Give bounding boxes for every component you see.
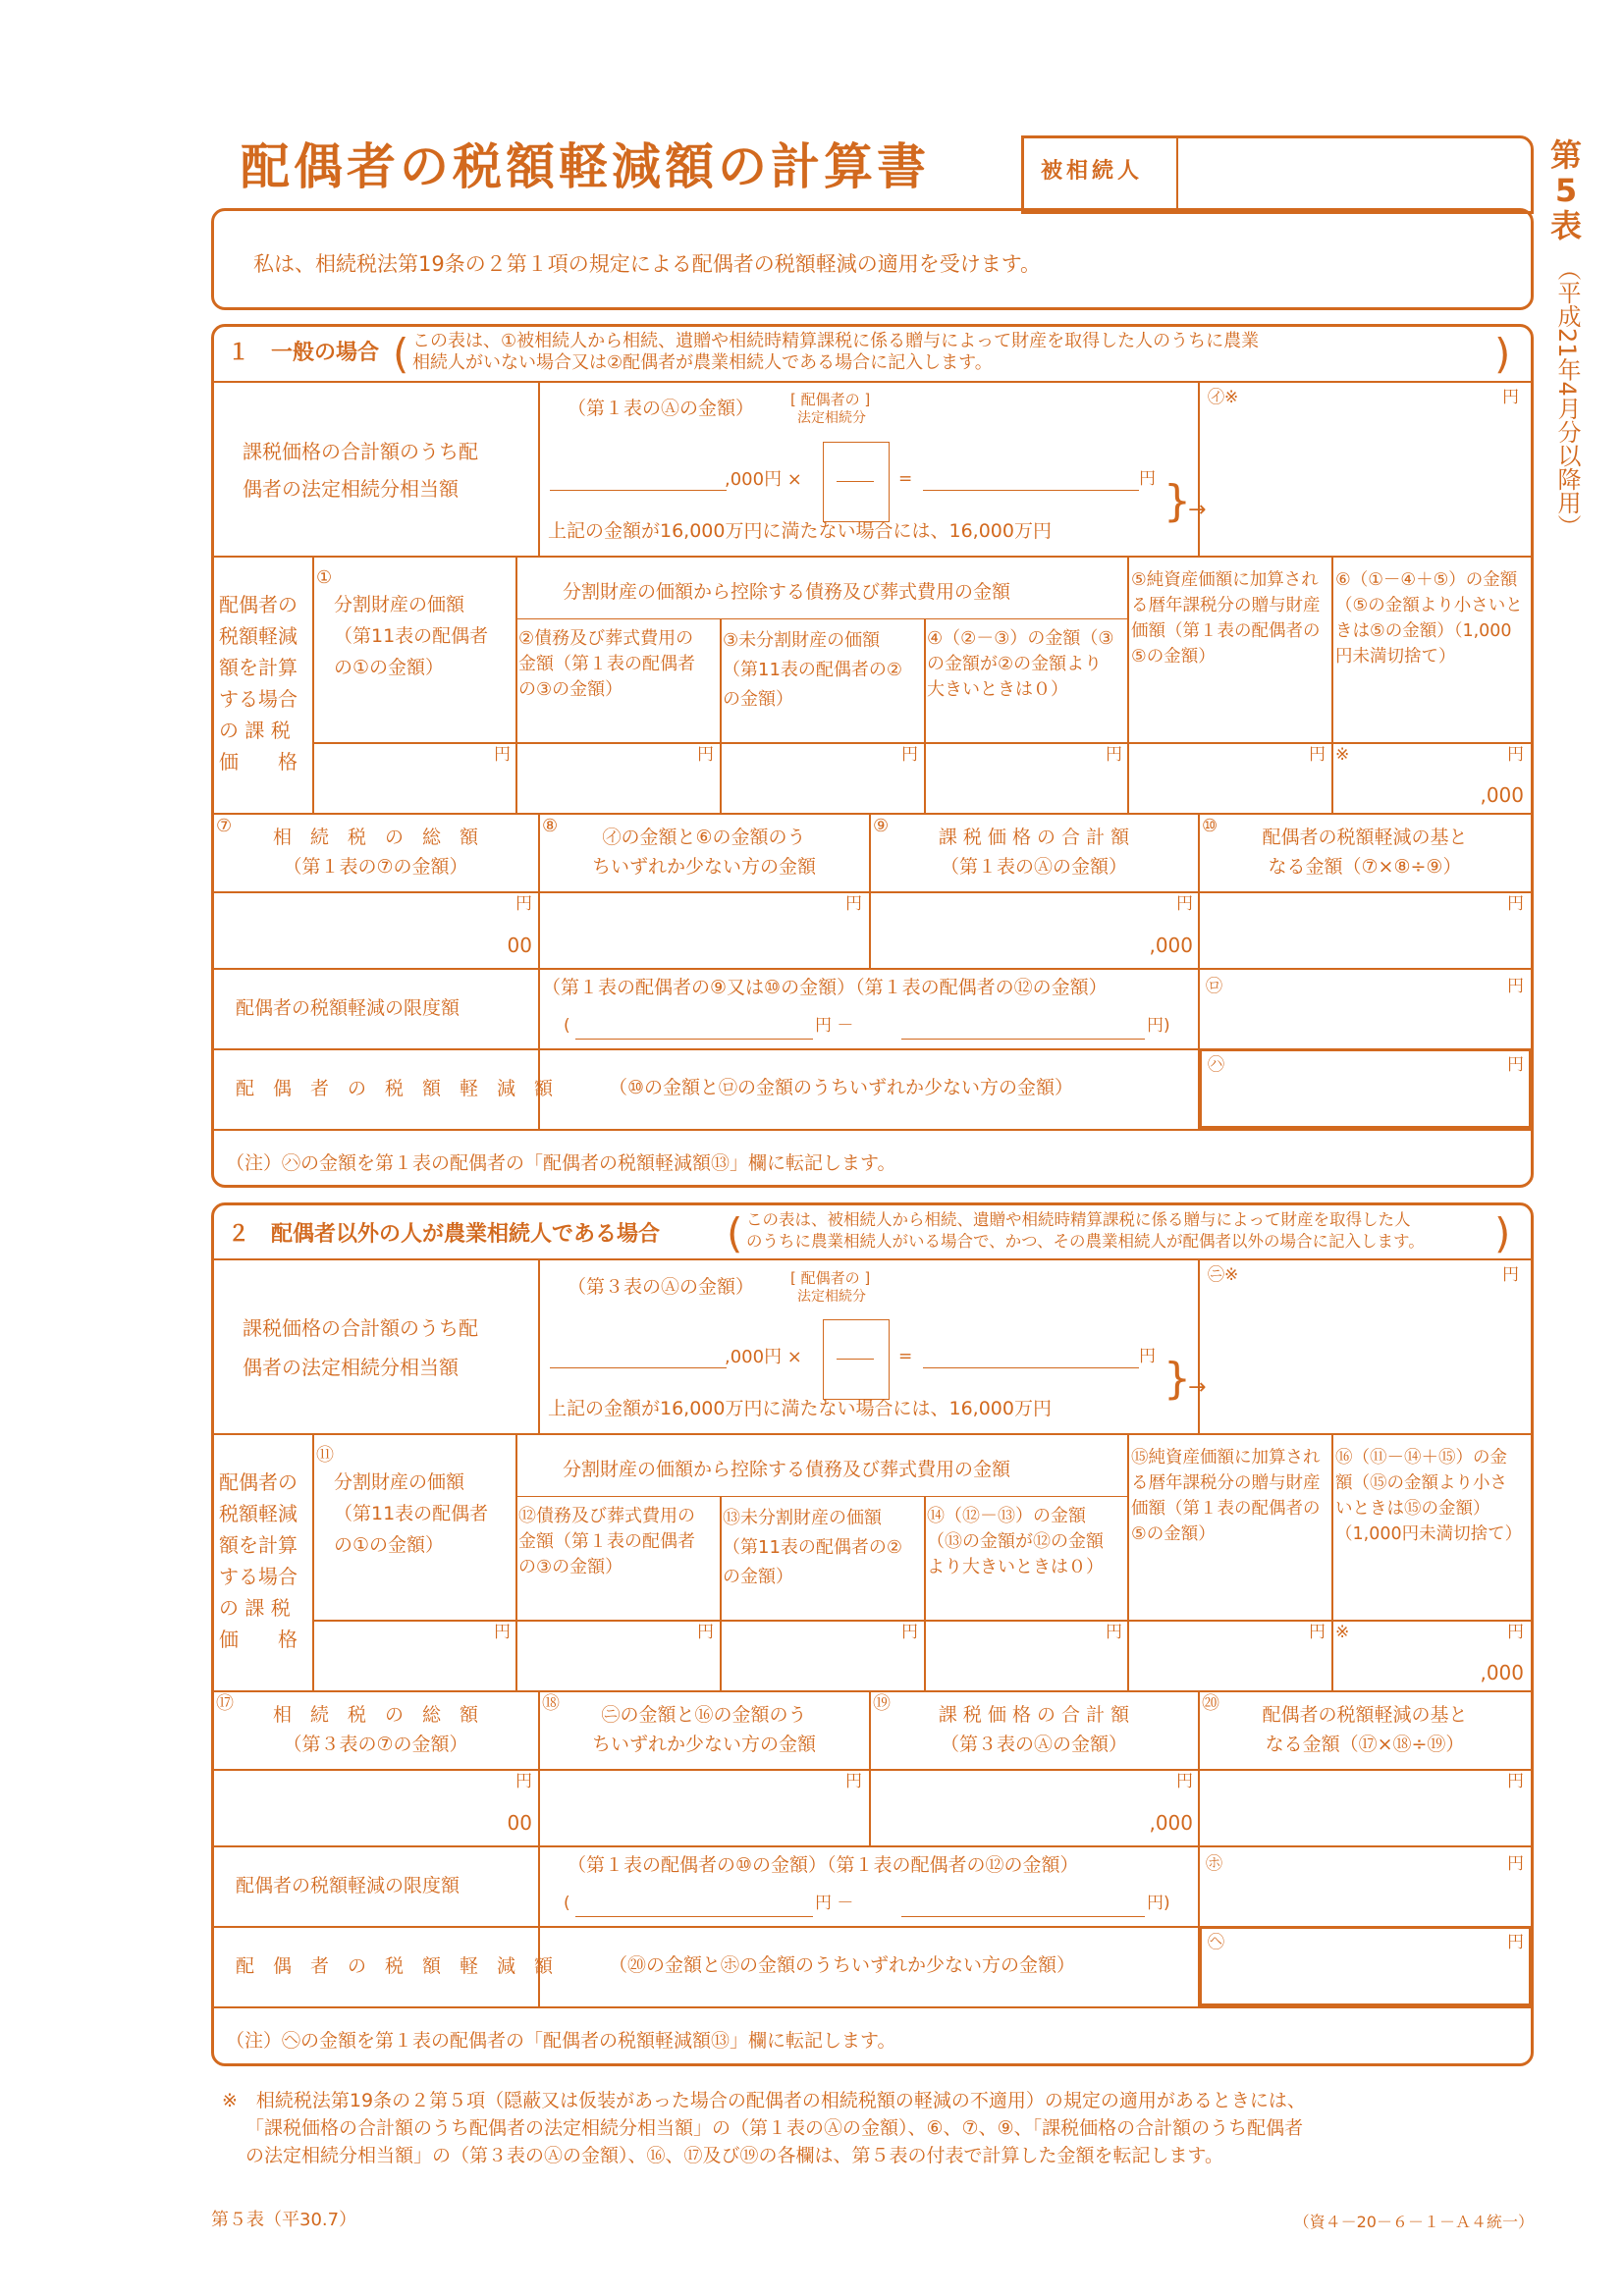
amount-2-yen: 円: [697, 745, 714, 765]
amount-6-mark: ※: [1335, 745, 1350, 765]
amount2-1-field[interactable]: [314, 1649, 514, 1688]
amount-1-field[interactable]: [314, 772, 514, 811]
limit-label: 配偶者の税額軽減の限度額: [236, 997, 460, 1019]
amount2-2-field[interactable]: [517, 1649, 718, 1688]
amount2-4-yen: 円: [1106, 1623, 1122, 1642]
statutory-sub: 法定相続分: [797, 410, 866, 426]
statutory2-label: [ 配偶者の ]: [790, 1269, 871, 1287]
tax2-17-field[interactable]: [216, 1796, 491, 1842]
share-amount-field[interactable]: [550, 490, 727, 491]
calc2-col-1: ⑪ 分割財産の価額（第11表の配偶者の①の金額）: [316, 1445, 489, 1556]
limit-formula: （第１表の配偶者の⑨又は⑩の金額）（第１表の配偶者の⑫の金額）: [542, 977, 1108, 998]
amount-1-yen: 円: [494, 745, 511, 765]
tax-10-field[interactable]: [1202, 919, 1524, 964]
tax2-18-yen: 円: [845, 1772, 862, 1791]
section1-bracket-open: (: [393, 330, 409, 378]
result-mark-ni: ㋥※: [1208, 1265, 1239, 1285]
calc-header-span: 分割財産の価額から控除する債務及び葬式費用の金額: [563, 581, 1011, 603]
calc-left-label: 配偶者の 税額軽減 額を計算 する場合 の 課 税 価 格: [219, 593, 298, 774]
calc-col-1: ① 分割財産の価額（第11表の配偶者の①の金額）: [316, 567, 489, 678]
page-title: 配偶者の税額軽減額の計算書: [241, 138, 930, 195]
spouse-share-amount-field[interactable]: [1204, 414, 1528, 550]
calc-col-4: ④（②－③）の金額（③の金額が②の金額より大きいときは０）: [927, 628, 1114, 700]
tax2-col-20: ⑳ 配偶者の税額軽減の基と なる金額（⑰×⑱÷⑲）: [1202, 1693, 1468, 1755]
form-period-note: （平成21年4月分以降用）: [1553, 257, 1581, 538]
tax2-17-yen: 円: [515, 1772, 532, 1791]
share-result-field[interactable]: [923, 490, 1139, 491]
result-mark-i-yen: 円: [1502, 388, 1519, 407]
tax-9-zeros: ,000: [1149, 934, 1193, 957]
tax-10-yen: 円: [1507, 894, 1524, 914]
limit2-mark: ㋭: [1206, 1854, 1222, 1874]
tax2-20-field[interactable]: [1202, 1796, 1524, 1842]
limit2-result-field[interactable]: [1202, 1879, 1524, 1922]
amount2-3-field[interactable]: [722, 1649, 922, 1688]
share-amount-unit: ,000円 ×: [725, 469, 802, 490]
limit2-formula: （第１表の配偶者の⑩の金額）（第１表の配偶者の⑫の金額）: [568, 1854, 1079, 1876]
result-mark-i: ㋑※: [1208, 388, 1239, 407]
limit-yen: 円: [1507, 977, 1524, 996]
section1-desc-1: この表は、①被相続人から相続、遺贈や相続時精算課税に係る贈与によって財産を取得した人のうちに農業: [412, 331, 1260, 351]
calc2-col-2: ⑫債務及び葬式費用の金額（第１表の配偶者の③の金額）: [518, 1506, 695, 1577]
limit2-minus: 円 －: [815, 1894, 854, 1913]
tax2-17-zeros: 00: [507, 1811, 532, 1835]
amount2-4-field[interactable]: [926, 1649, 1126, 1688]
calc-col-2: ②債務及び葬式費用の金額（第１表の配偶者の③の金額）: [518, 628, 695, 700]
limit2-close: 円): [1147, 1894, 1170, 1913]
tax2-col-18: ⑱ ㋥の金額と⑯の金額のう ちいずれか少ない方の金額: [542, 1693, 816, 1755]
tax-7-zeros: 00: [507, 934, 532, 957]
amount2-3-yen: 円: [901, 1623, 918, 1642]
reduction-yen: 円: [1507, 1055, 1524, 1075]
calc-col-6: ⑥（①－④＋⑤）の金額（⑤の金額より小さいときは⑤の金額）（1,000円未満切捨て）: [1335, 570, 1523, 667]
reduction2-mark: ㋬: [1208, 1933, 1224, 1952]
tax-9-yen: 円: [1176, 894, 1193, 914]
limit2-amount-b-field[interactable]: [901, 1916, 1145, 1917]
amount-6-zeros: ,000: [1480, 783, 1524, 807]
statutory2-share-field[interactable]: [823, 1319, 890, 1400]
section1-desc-2: 相続人がいない場合又は②配偶者が農業相続人である場合に記入します。: [412, 352, 993, 373]
share-label-2: 偶者の法定相続分相当額: [243, 477, 459, 501]
tax2-20-yen: 円: [1507, 1772, 1524, 1791]
limit-close: 円): [1147, 1016, 1170, 1036]
reduction2-formula: （⑳の金額と㋭の金額のうちいずれか少ない方の金額）: [609, 1954, 1076, 1976]
tax-col-9: ⑨ 課 税 価 格 の 合 計 額 （第１表のⒶの金額）: [873, 816, 1130, 878]
tax-9-field[interactable]: [873, 919, 1138, 964]
calc-col-3: ③未分割財産の価額（第11表の配偶者の②の金額）: [723, 630, 903, 710]
share2-minimum-note: 上記の金額が16,000万円に満たない場合には、16,000万円: [548, 1398, 1052, 1419]
section2-desc-1: この表は、被相続人から相続、遺贈や相続時精算課税に係る贈与によって財産を取得した人: [746, 1210, 1411, 1229]
amount-6-yen: 円: [1507, 745, 1524, 765]
share2-arrow: →: [1188, 1375, 1207, 1400]
share-label-1: 課税価格の合計額のうち配: [243, 440, 478, 463]
statutory-share-field[interactable]: [823, 442, 890, 522]
section1-bracket-close: ): [1494, 330, 1511, 378]
amount-5-yen: 円: [1309, 745, 1326, 765]
tax2-col-19: ⑲ 課 税 価 格 の 合 計 額 （第３表のⒶの金額）: [873, 1693, 1130, 1755]
declaration-text: 私は、相続税法第19条の２第１項の規定による配偶者の税額軽減の適用を受けます。: [253, 252, 1042, 276]
statutory-label: [ 配偶者の ]: [790, 391, 871, 408]
limit2-label: 配偶者の税額軽減の限度額: [236, 1875, 460, 1896]
calc2-left-label: 配偶者の 税額軽減 額を計算 する場合 の 課 税 価 格: [219, 1470, 298, 1651]
amount2-5-yen: 円: [1309, 1623, 1326, 1642]
calc-col-5: ⑤純資産価額に加算される暦年課税分の贈与財産価額（第１表の配偶者の⑤の金額）: [1131, 570, 1321, 667]
share2-brace: }: [1164, 1354, 1191, 1404]
share2-label-2: 偶者の法定相続分相当額: [243, 1356, 459, 1379]
share2-amount-field[interactable]: [550, 1367, 727, 1368]
footer-document-code: （資４－20－６－１－Ａ４統一）: [1293, 2213, 1534, 2231]
section2-desc-2: のうちに農業相続人がいる場合で、かつ、その農業相続人が配偶者以外の場合に記入します。: [746, 1232, 1425, 1251]
amount2-2-yen: 円: [697, 1623, 714, 1642]
limit-amount-a-field[interactable]: [575, 1039, 813, 1040]
section2-title: ２ 配偶者以外の人が農業相続人である場合: [228, 1222, 661, 1247]
calc2-col-3: ⑬未分割財産の価額（第11表の配偶者の②の金額）: [723, 1508, 903, 1587]
tax-8-field[interactable]: [542, 919, 862, 964]
limit2-yen: 円: [1507, 1854, 1524, 1874]
amount-2-field[interactable]: [517, 772, 718, 811]
share2-amount-unit: ,000円 ×: [725, 1347, 802, 1367]
limit2-open: (: [564, 1894, 570, 1913]
share-source-label: （第１表のⒶの金額）: [568, 398, 755, 419]
decedent-name-field[interactable]: [1188, 157, 1522, 188]
tax2-19-zeros: ,000: [1149, 1811, 1193, 1835]
form-number: 第5表: [1549, 136, 1582, 244]
reduction-mark: ㋩: [1208, 1055, 1224, 1075]
amount-4-yen: 円: [1106, 745, 1122, 765]
tax-7-field[interactable]: [216, 919, 491, 964]
footer-form-code: 第５表（平30.7）: [211, 2210, 357, 2230]
reduction2-label: 配 偶 者 の 税 額 軽 減 額: [236, 1955, 554, 1977]
section2-note: （注）㋬の金額を第１表の配偶者の「配偶者の税額軽減額⑬」欄に転記します。: [226, 2030, 896, 2052]
share-result-yen: 円: [1139, 469, 1156, 489]
result-mark-ni-yen: 円: [1502, 1265, 1519, 1285]
equals-sign: =: [898, 469, 913, 489]
amount2-1-yen: 円: [494, 1623, 511, 1642]
amount-3-field[interactable]: [722, 772, 922, 811]
tax2-18-field[interactable]: [542, 1796, 862, 1842]
calc2-col-6: ⑯（⑪－⑭＋⑮）の金額（⑮の金額より小さいときは⑮の金額）（1,000円未満切捨て）: [1335, 1448, 1523, 1544]
amount-6-field[interactable]: [1333, 772, 1471, 811]
limit-minus: 円 －: [815, 1016, 854, 1036]
tax-8-yen: 円: [845, 894, 862, 914]
amount2-6-yen: 円: [1507, 1623, 1524, 1642]
limit2-amount-a-field[interactable]: [575, 1916, 813, 1917]
amount2-6-mark: ※: [1335, 1623, 1350, 1642]
calc2-col-4: ⑭（⑫－⑬）の金額（⑬の金額が⑫の金額より大きいときは０）: [927, 1506, 1104, 1577]
footnote-2: 「課税価格の合計額のうち配偶者の法定相続分相当額」の（第１表のⒶの金額）、⑥、⑦、⑨、「課税価格の合計額のうち配偶者: [245, 2117, 1304, 2139]
decedent-label: 被相続人: [1041, 159, 1144, 184]
limit-result-field[interactable]: [1202, 1001, 1524, 1044]
share-brace: }: [1164, 476, 1191, 526]
share-minimum-note: 上記の金額が16,000万円に満たない場合には、16,000万円: [548, 520, 1052, 542]
amount2-6-zeros: ,000: [1480, 1661, 1524, 1684]
tax2-col-17: ⑰ 相 続 税 の 総 額 （第３表の⑦の金額）: [216, 1693, 478, 1755]
tax-7-yen: 円: [515, 894, 532, 914]
limit-open: (: [564, 1016, 570, 1036]
calc2-header-span: 分割財産の価額から控除する債務及び葬式費用の金額: [563, 1459, 1011, 1480]
section1-title: １ 一般の場合: [228, 341, 380, 365]
section1-note: （注）㋩の金額を第１表の配偶者の「配偶者の税額軽減額⑬」欄に転記します。: [226, 1152, 896, 1174]
limit-amount-b-field[interactable]: [901, 1039, 1145, 1040]
share2-result-yen: 円: [1139, 1347, 1156, 1366]
amount-5-field[interactable]: [1129, 772, 1329, 811]
amount-3-yen: 円: [901, 745, 918, 765]
reduction-formula: （⑩の金額と㋺の金額のうちいずれか少ない方の金額）: [609, 1077, 1074, 1098]
section2-bracket-open: (: [727, 1209, 743, 1257]
tax-col-7: ⑦ 相 続 税 の 総 額 （第１表の⑦の金額）: [216, 816, 478, 878]
reduction-label: 配 偶 者 の 税 額 軽 減 額: [236, 1078, 554, 1099]
statutory2-sub: 法定相続分: [797, 1289, 866, 1305]
amount2-6-field[interactable]: [1333, 1649, 1471, 1688]
reduction2-yen: 円: [1507, 1933, 1524, 1952]
tax-col-8: ⑧ ㋑の金額と⑥の金額のう ちいずれか少ない方の金額: [542, 816, 816, 878]
spouse-share2-amount-field[interactable]: [1204, 1292, 1528, 1427]
footnote-1: ※ 相続税法第19条の２第５項（隠蔽又は仮装があった場合の配偶者の相続税額の軽減の不適用）の規定の適用があるときには、: [222, 2090, 1306, 2111]
share-arrow: →: [1188, 498, 1207, 522]
section2-bracket-close: ): [1494, 1209, 1511, 1257]
tax-col-10: ⑩ 配偶者の税額軽減の基と なる金額（⑦×⑧÷⑨）: [1202, 816, 1468, 878]
tax2-19-yen: 円: [1176, 1772, 1193, 1791]
share2-result-field[interactable]: [923, 1367, 1139, 1368]
share2-label-1: 課税価格の合計額のうち配: [243, 1316, 478, 1340]
footnote-3: の法定相続分相当額」の（第３表のⒶの金額）、⑯、⑰及び⑲の各欄は、第５表の付表で計算した金額を転記します。: [245, 2145, 1223, 2166]
equals2-sign: =: [898, 1347, 913, 1366]
amount2-5-field[interactable]: [1129, 1649, 1329, 1688]
limit-mark: ㋺: [1206, 977, 1222, 996]
calc2-col-5: ⑮純資産価額に加算される暦年課税分の贈与財産価額（第１表の配偶者の⑤の金額）: [1131, 1448, 1321, 1544]
share2-source-label: （第３表のⒶの金額）: [568, 1276, 755, 1298]
amount-4-field[interactable]: [926, 772, 1126, 811]
tax2-19-field[interactable]: [873, 1796, 1138, 1842]
